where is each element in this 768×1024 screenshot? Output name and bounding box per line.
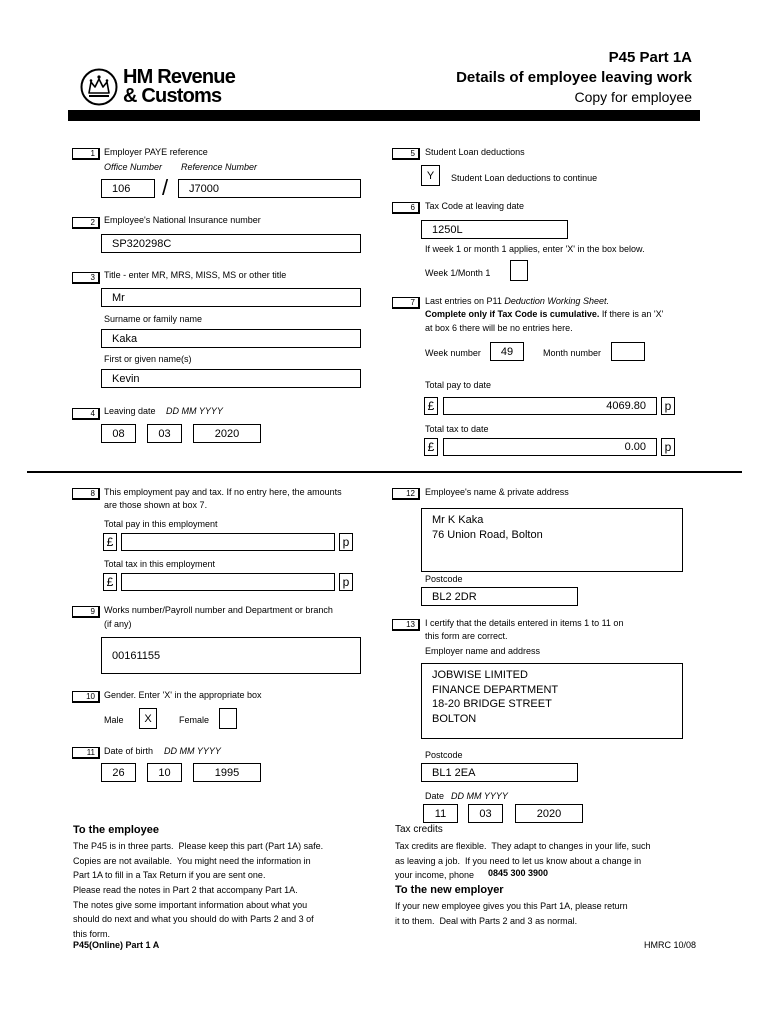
first-name-field[interactable]: Kevin (101, 369, 361, 388)
brand-line-1: HM Revenue (123, 66, 236, 88)
box-number: 13 (392, 619, 420, 631)
female-checkbox[interactable] (219, 708, 237, 729)
box-number: 5 (392, 148, 420, 160)
tax-code-field[interactable]: 1250L (421, 220, 568, 239)
box-number: 1 (72, 148, 100, 160)
header-bar (68, 110, 700, 121)
employee-postcode-field[interactable]: BL2 2DR (421, 587, 578, 606)
reference-number-label: Reference Number (181, 162, 258, 172)
dob-format: DD MM YYYY (164, 746, 221, 756)
complete-only-line2: at box 6 there will be no entries here. (425, 323, 573, 333)
complete-only-rest: If there is an 'X' (601, 309, 664, 319)
employee-address-field[interactable]: Mr K Kaka 76 Union Road, Bolton (421, 508, 683, 572)
to-employee-heading: To the employee (73, 824, 159, 836)
week-number-label: Week number (425, 348, 481, 358)
student-loan-checkbox[interactable]: Y (421, 165, 440, 186)
employer-name-label: Employer name and address (425, 646, 541, 656)
leaving-year-field[interactable]: 2020 (193, 424, 261, 443)
works-number-label-1: Works number/Payroll number and Department or branch (104, 605, 333, 615)
employment-pay-label-2: are those shown at box 7. (104, 500, 208, 510)
complete-only-bold: Complete only if Tax Code is cumulative. (425, 309, 600, 319)
crown-crest-icon (80, 68, 118, 106)
cert-year-field[interactable]: 2020 (515, 804, 583, 823)
employer-postcode-field[interactable]: BL1 2EA (421, 763, 578, 782)
pay-in-employment-label: Total pay in this employment (104, 519, 218, 529)
copy-label: Copy for employee (574, 89, 692, 105)
box-number: 3 (72, 272, 100, 284)
title-label: Title - enter MR, MRS, MISS, MS or other title (104, 270, 287, 280)
certify-label-2: this form are correct. (425, 631, 508, 641)
month-number-label: Month number (543, 348, 602, 358)
box-number: 10 (72, 691, 100, 703)
employer-address-field[interactable]: JOBWISE LIMITED FINANCE DEPARTMENT 18-20 BRIDGE STREET BOLTON (421, 663, 683, 739)
tax-in-employment-label: Total tax in this employment (104, 559, 216, 569)
pence-sign: p (661, 397, 675, 415)
last-entries-label (425, 296, 609, 306)
works-number-label-2: (if any) (104, 619, 132, 629)
pound-sign: £ (103, 533, 117, 551)
employment-pay-label-1: This employment pay and tax. If no entry here, the amounts (104, 487, 342, 497)
reference-separator: / (162, 175, 169, 200)
last-entries-prefix: Last entries on P11 (425, 296, 502, 306)
gender-label: Gender. Enter 'X' in the appropriate box (104, 690, 262, 700)
week1-label: Week 1/Month 1 (425, 268, 491, 278)
dob-month-field[interactable]: 10 (147, 763, 182, 782)
footer-form-id: P45(Online) Part 1 A (73, 940, 160, 950)
cert-day-field[interactable]: 11 (423, 804, 458, 823)
footer-version: HMRC 10/08 (643, 940, 696, 950)
tax-credits-heading: Tax credits (395, 824, 443, 835)
pay-in-employment-field[interactable] (121, 533, 335, 551)
brand-line-2: & Customs (123, 85, 222, 107)
box-number: 2 (72, 217, 100, 229)
week-number-field[interactable]: 49 (490, 342, 524, 361)
last-entries-italic: Deduction Working Sheet. (504, 296, 609, 306)
employer-postcode-label: Postcode (425, 750, 463, 760)
first-name-label: First or given name(s) (104, 354, 192, 364)
pence-sign: p (339, 533, 353, 551)
pound-sign: £ (424, 397, 438, 415)
total-pay-to-date-label: Total pay to date (425, 380, 492, 390)
paye-reference-label: Employer PAYE reference (104, 147, 208, 157)
dob-label: Date of birth (104, 746, 154, 756)
ni-number-field[interactable]: SP320298C (101, 234, 361, 253)
certify-label-1: I certify that the details entered in items 1 to 11 on (425, 618, 624, 628)
box-number: 4 (72, 408, 100, 420)
complete-only-note (425, 309, 663, 319)
male-label: Male (104, 715, 124, 725)
new-employer-heading: To the new employer (395, 884, 504, 896)
office-number-field[interactable]: 106 (101, 179, 155, 198)
student-loan-continue-label: Student Loan deductions to continue (451, 173, 598, 183)
total-pay-to-date-field[interactable]: 4069.80 (443, 397, 657, 415)
employee-postcode-label: Postcode (425, 574, 463, 584)
reference-number-field[interactable]: J7000 (178, 179, 361, 198)
employee-address-label: Employee's name & private address (425, 487, 569, 497)
leaving-date-format: DD MM YYYY (166, 406, 223, 416)
leaving-date-label: Leaving date (104, 406, 156, 416)
leaving-day-field[interactable]: 08 (101, 424, 136, 443)
box-number: 7 (392, 297, 420, 309)
new-employer-text: If your new employee gives you this Part 1A, please return it to them. Deal with Parts 2 and 3 as normal. (395, 901, 628, 926)
cert-date-label: Date (425, 791, 445, 801)
box-number: 9 (72, 606, 100, 618)
male-checkbox[interactable]: X (139, 708, 157, 729)
to-employee-text: The P45 is in three parts. Please keep this part (Part 1A) safe. Copies are not available. You might need the information in Part 1A to fill in a Tax Return if you are sent one. (73, 841, 324, 881)
pound-sign: £ (424, 438, 438, 456)
box-number: 11 (72, 747, 100, 759)
title-field[interactable]: Mr (101, 288, 361, 307)
leaving-month-field[interactable]: 03 (147, 424, 182, 443)
surname-field[interactable]: Kaka (101, 329, 361, 348)
cert-month-field[interactable]: 03 (468, 804, 503, 823)
female-label: Female (179, 715, 210, 725)
week1-note: If week 1 or month 1 applies, enter 'X' in the box below. (425, 244, 645, 254)
month-number-field[interactable] (611, 342, 645, 361)
total-tax-to-date-label: Total tax to date (425, 424, 489, 434)
week1-checkbox[interactable] (510, 260, 528, 281)
box-number: 8 (72, 488, 100, 500)
works-number-field[interactable]: 00161155 (101, 637, 361, 674)
pound-sign: £ (103, 573, 117, 591)
student-loan-label: Student Loan deductions (425, 147, 525, 157)
dob-day-field[interactable]: 26 (101, 763, 136, 782)
tax-credits-phone: 0845 300 3900 (488, 868, 549, 878)
tax-code-label: Tax Code at leaving date (425, 201, 525, 211)
tax-in-employment-field[interactable] (121, 573, 335, 591)
pence-sign: p (661, 438, 675, 456)
surname-label: Surname or family name (104, 314, 203, 324)
to-employee-text-2: Please read the notes in Part 2 that accompany Part 1A. The notes give some important information about what you should do next and what you should do with Parts 2 and 3 of this form. (73, 885, 314, 939)
form-subtitle: Details of employee leaving work (456, 69, 692, 86)
total-tax-to-date-field[interactable]: 0.00 (443, 438, 657, 456)
section-divider (27, 471, 742, 473)
dob-year-field[interactable]: 1995 (193, 763, 261, 782)
cert-date-format: DD MM YYYY (451, 791, 508, 801)
pence-sign: p (339, 573, 353, 591)
tax-credits-text: Tax credits are flexible. They adapt to changes in your life, such as leaving a job. If you need to let us know about a change in your income, phone (395, 841, 651, 881)
box-number: 6 (392, 202, 420, 214)
ni-number-label: Employee's National Insurance number (104, 215, 261, 225)
form-title: P45 Part 1A (608, 49, 692, 66)
box-number: 12 (392, 488, 420, 500)
office-number-label: Office Number (104, 162, 163, 172)
